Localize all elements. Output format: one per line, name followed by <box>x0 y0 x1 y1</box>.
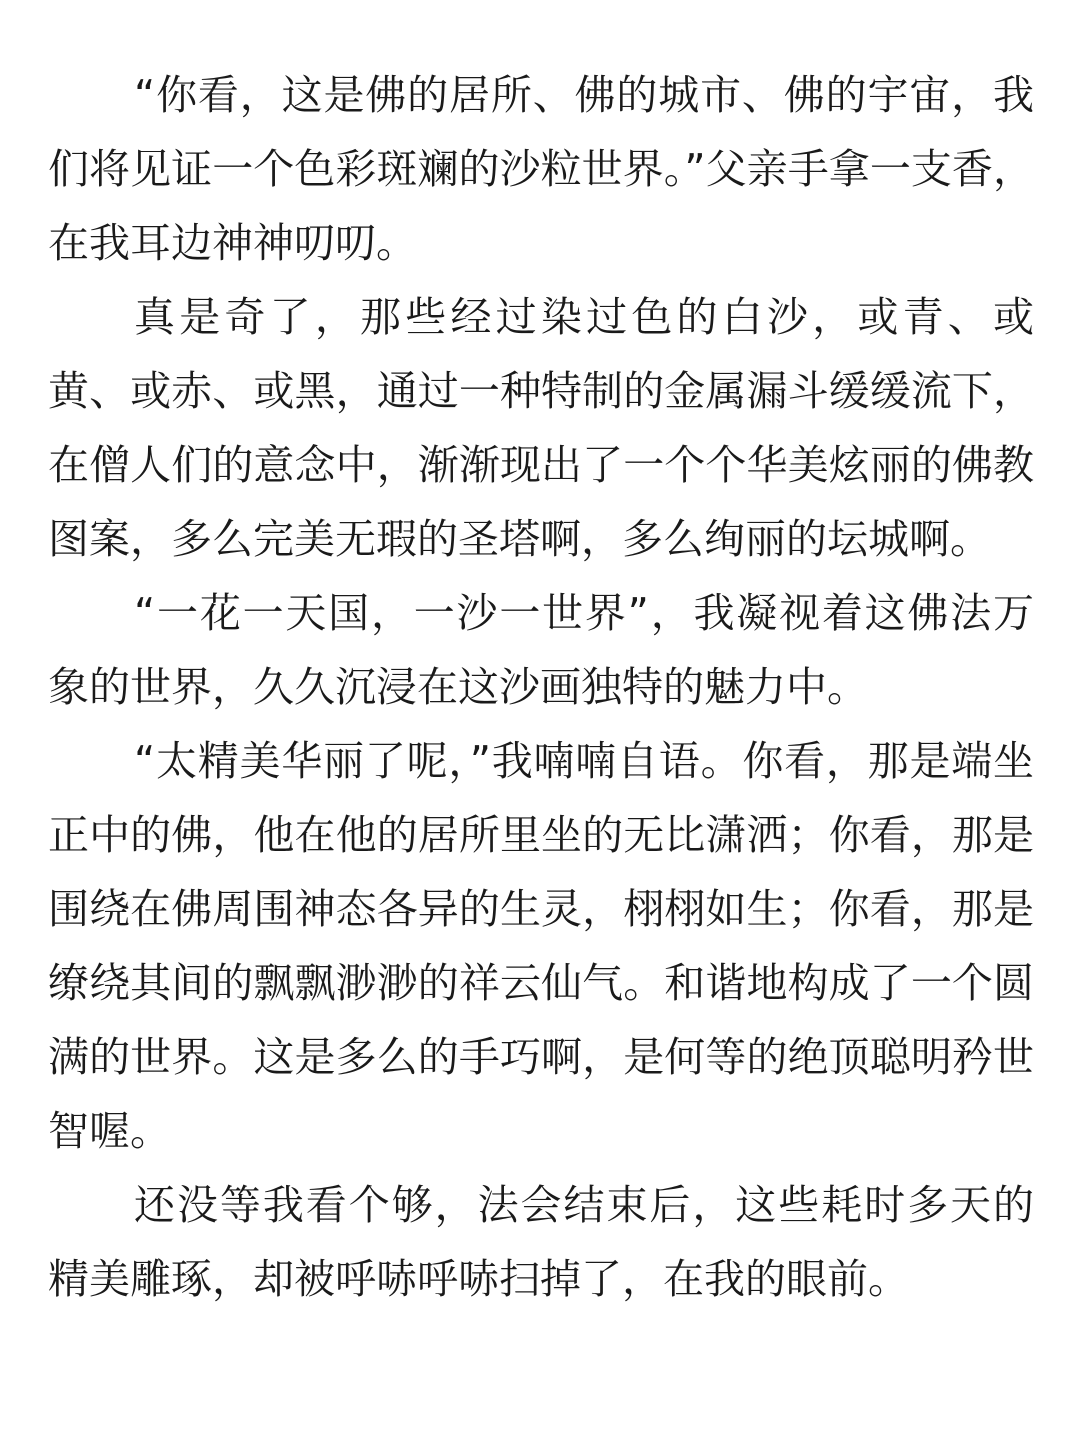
paragraph-4: “太精美华丽了呢，”我喃喃自语。你看，那是端坐正中的佛，他在他的居所里坐的无比潇洒；你看，那是围绕在佛周围神态各异的生灵，栩栩如生；你看，那是缭绕其间的飘飘渺渺的祥云仙气。和谐地构成了一个圆满的世界。这是多么的手巧啊，是何等的绝顶聪明矜世智喔。 <box>48 737 1034 1155</box>
paragraph-2: 真是奇了，那些经过染过色的白沙，或青、或黄、或赤、或黑，通过一种特制的金属漏斗缓缓流下，在僧人们的意念中，渐渐现出了一个个华美炫丽的佛教图案，多么完美无瑕的圣塔啊，多么绚丽的坛城啊。 <box>48 293 1034 563</box>
article-body <box>48 58 1034 1316</box>
paragraph-1: “你看，这是佛的居所、佛的城市、佛的宇宙，我们将见证一个色彩斑斓的沙粒世界。”父亲手拿一支香，在我耳边神神叨叨。 <box>48 71 1034 267</box>
paragraph-3: “一花一天国，一沙一世界”，我凝视着这佛法万象的世界，久久沉浸在这沙画独特的魅力中。 <box>48 589 1034 711</box>
paragraph-5: 还没等我看个够，法会结束后，这些耗时多天的精美雕琢，却被呼哧呼哧扫掉了，在我的眼前。 <box>48 1181 1034 1303</box>
